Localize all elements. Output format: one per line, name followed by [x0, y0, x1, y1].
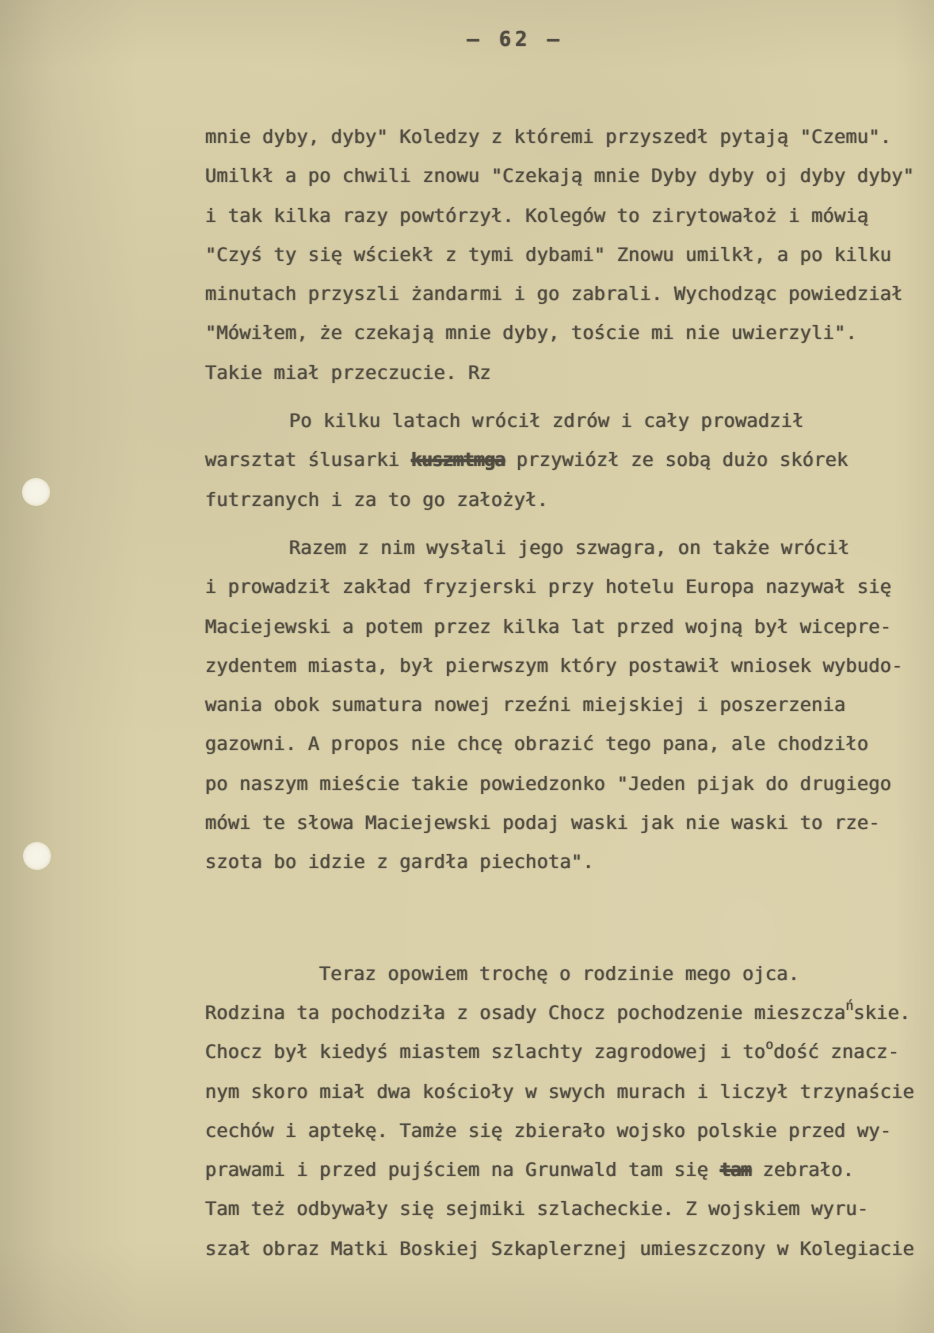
text-segment: dość znacz-: [773, 1041, 900, 1064]
text-segment: gazowni. A propos nie chcę obrazić tego pana, ale chodziło: [205, 733, 869, 756]
text-line: [205, 354, 934, 393]
text-segment: zydentem miasta, był pierwszym który postawił wniosek wybudo-: [205, 654, 903, 677]
text-line: [205, 804, 934, 843]
text-line: [205, 529, 934, 568]
text-line: Rodzina ta pochodziła z osady Chocz pochodzenie mieszczańskie.: [205, 998, 911, 1024]
struck-out-text: kuszmtmga: [410, 449, 505, 472]
text-line: [205, 686, 934, 725]
text-line: [205, 1190, 934, 1229]
text-segment: mówi te słowa Maciejewski podaj waski jak nie waski to rze-: [205, 812, 880, 835]
text-segment: Po kilku latach wrócił zdrów i cały prowadził: [289, 410, 804, 433]
text-line: [205, 765, 934, 804]
text-segment: Rodzina ta pochodziła z osady Chocz pochodzenie mieszcza: [205, 1001, 846, 1024]
text-segment: nym skoro miał dwa kościoły w swych murach i liczył trzynaście: [205, 1080, 915, 1103]
paragraph: [205, 955, 934, 1269]
text-segment: skie.: [853, 1001, 911, 1024]
text-segment: Razem z nim wysłali jego szwagra, on także wrócił: [289, 536, 850, 559]
text-segment: Takie miał przeczucie. Rz: [205, 361, 491, 384]
text-segment: minutach przyszli żandarmi i go zabrali. Wychodząc powiedział: [205, 283, 903, 306]
text-segment: zebrało.: [751, 1159, 855, 1182]
text-line: [205, 157, 934, 196]
text-line: [205, 608, 934, 647]
text-body: [205, 118, 934, 1269]
text-segment: szał obraz Matki Boskiej Szkaplerznej umieszczony w Kolegiacie: [205, 1237, 915, 1260]
text-line: [205, 314, 934, 353]
page-number: – 62 –: [466, 27, 564, 51]
paragraph: [205, 402, 934, 520]
text-line: [205, 568, 934, 607]
text-segment: prawami i przed pujściem na Grunwald tam się: [205, 1159, 720, 1182]
text-line: [205, 236, 934, 275]
paragraph: [205, 529, 934, 883]
text-line: [205, 843, 934, 882]
text-segment: wania obok sumatura nowej rzeźni miejskiej i poszerzenia: [205, 694, 846, 717]
punch-hole-top: [22, 478, 50, 506]
text-line: Chocz był kiedyś miastem szlachty zagrodowej i toodość znacz-: [205, 1038, 900, 1064]
text-segment: szota bo idzie z gardła piechota".: [205, 851, 594, 874]
text-line: [205, 1230, 934, 1269]
text-line: [205, 275, 934, 314]
punch-hole-bottom: [23, 842, 51, 870]
text-segment: i prowadził zakład fryzjerski przy hotelu Europa nazywał się: [205, 576, 892, 599]
text-segment: Maciejewski a potem przez kilka lat przed wojną był wicepre-: [205, 615, 892, 638]
text-segment: mnie dyby, dyby" Koledzy z któremi przyszedł pytają "Czemu".: [205, 126, 892, 148]
text-segment: cechów i aptekę. Tamże się zbierało wojsko polskie przed wy-: [205, 1119, 892, 1142]
text-line: [205, 441, 934, 480]
text-segment: Teraz opowiem trochę o rodzinie mego ojca.: [319, 962, 800, 985]
text-segment: Chocz był kiedyś miastem szlachty zagrodowej i to: [205, 1041, 766, 1064]
text-line: [205, 481, 934, 520]
text-segment: Umilkł a po chwili znowu "Czekają mnie Dyby dyby oj dyby dyby": [205, 165, 915, 188]
text-line: [205, 1151, 934, 1190]
text-segment: i tak kilka razy powtórzył. Kolegów to zirytowałoż i mówią: [205, 204, 869, 227]
text-line: [205, 1112, 934, 1151]
text-segment: futrzanych i za to go założył.: [205, 488, 549, 511]
text-segment: "Mówiłem, że czekają mnie dyby, toście mi nie uwierzyli".: [205, 322, 858, 345]
text-line: [205, 402, 934, 441]
text-line: [205, 1073, 934, 1112]
text-segment: "Czyś ty się wściekł z tymi dybami" Znowu umilkł, a po kilku: [205, 243, 892, 266]
text-segment: po naszym mieście takie powiedzonko "Jeden pijak do drugiego: [205, 772, 892, 795]
text-line: [205, 725, 934, 764]
struck-out-text: tam: [719, 1159, 752, 1182]
text-line: [205, 647, 934, 686]
text-segment: Tam też odbywały się sejmiki szlacheckie. Z wojskiem wyru-: [205, 1198, 869, 1221]
paragraph: [205, 118, 934, 393]
text-segment: przywiózł ze sobą dużo skórek: [504, 449, 849, 472]
text-segment: warsztat ślusarki: [205, 449, 411, 472]
text-line: [205, 118, 934, 157]
text-line: [205, 197, 934, 236]
text-line: [205, 955, 934, 994]
